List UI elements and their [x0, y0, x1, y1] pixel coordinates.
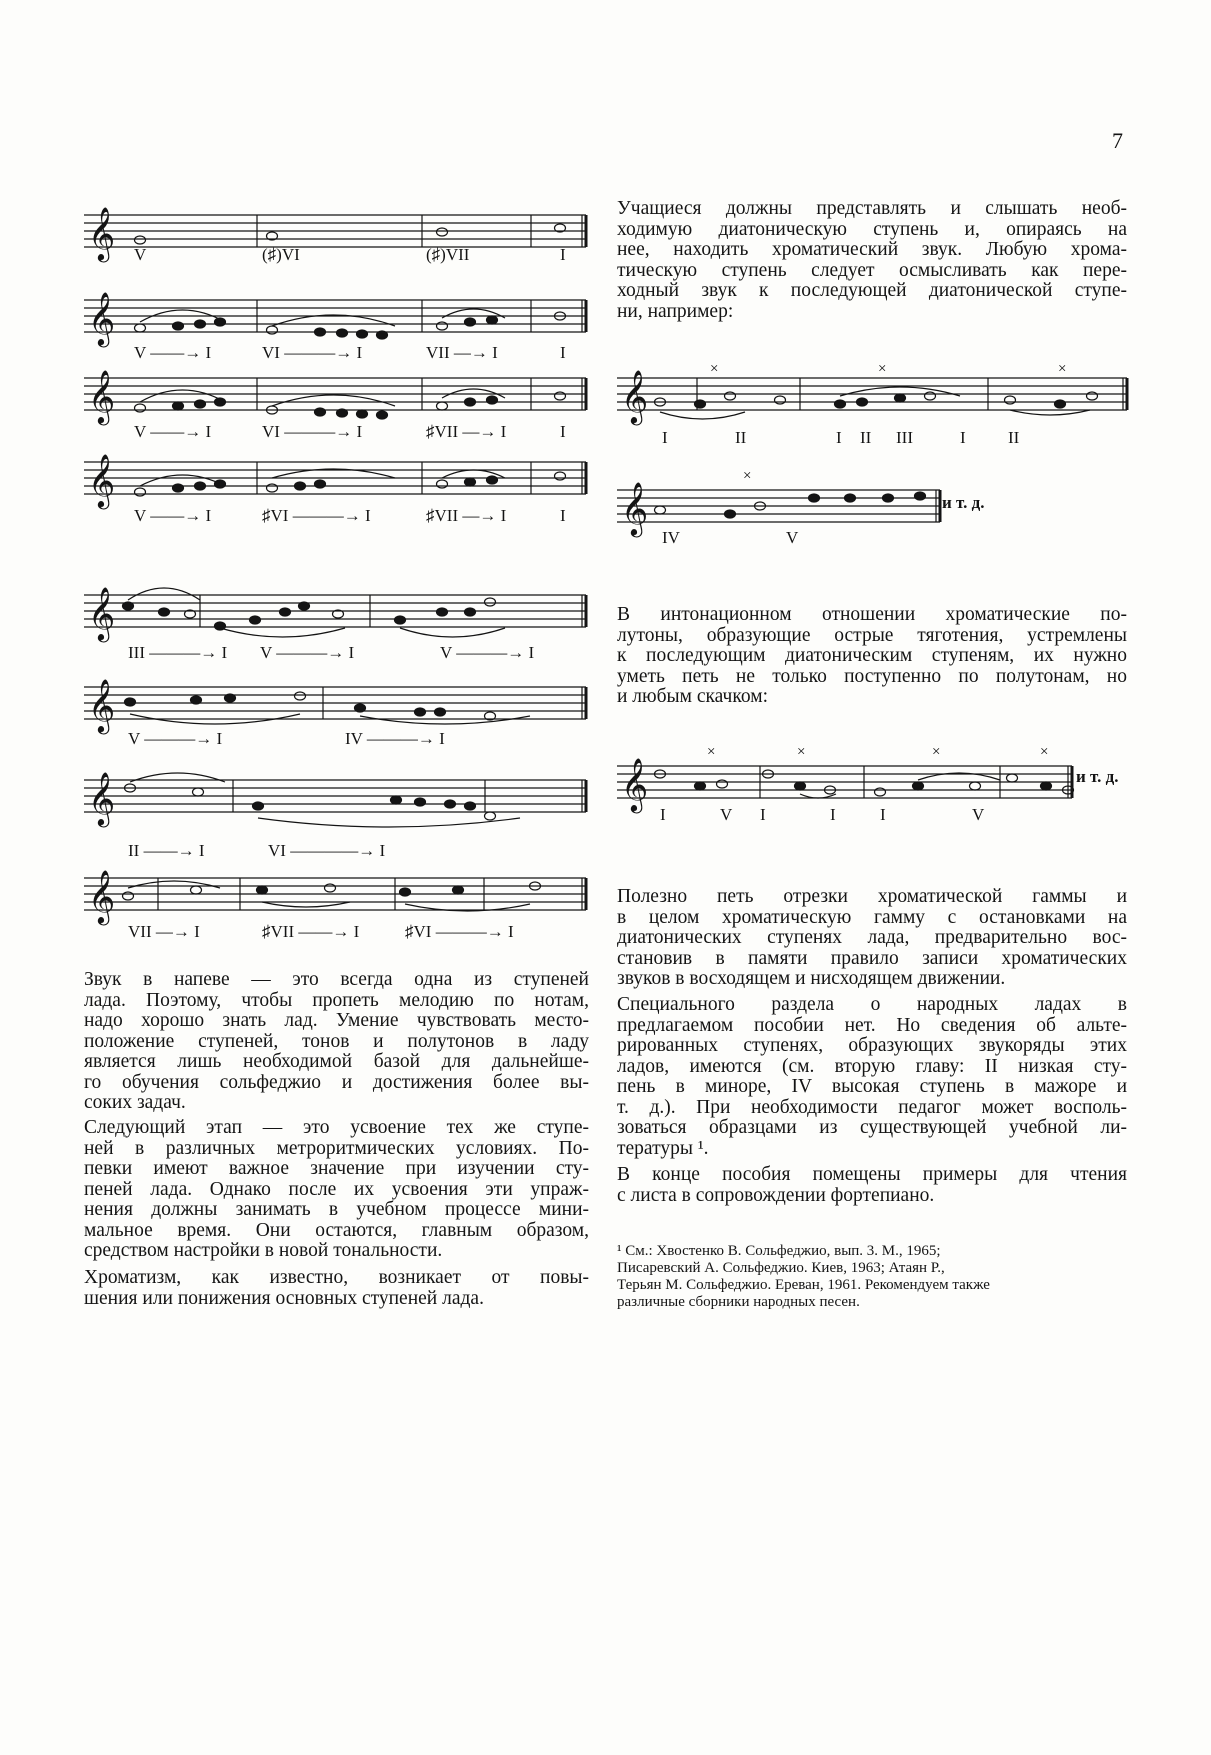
note-head: [123, 602, 134, 610]
etc-label: и т. д.: [942, 493, 985, 512]
text-line: го обучения сольфеджио и достижения более вы-: [84, 1071, 589, 1093]
slur: [1010, 410, 1090, 415]
degree-label: ♯VII ——→ I: [262, 922, 360, 941]
note-head: [257, 886, 268, 894]
degree-label: ♯VII —→ I: [426, 422, 507, 441]
note-head: [337, 329, 348, 337]
treble-clef-icon: 𝄞: [88, 371, 116, 422]
note-head: [395, 616, 406, 624]
note-head: [400, 888, 411, 896]
note-head: [415, 798, 426, 806]
note-head: [1007, 774, 1018, 782]
note-head: [1055, 400, 1066, 408]
treble-clef-icon: 𝄞: [621, 759, 649, 810]
note-head: [415, 708, 426, 716]
text-line: зоваться образцами из существующей учебной ли-: [617, 1117, 1127, 1138]
note-head: [357, 330, 368, 338]
note-head: [437, 608, 448, 616]
treble-clef-icon: 𝄞: [88, 871, 116, 922]
note-head: [315, 480, 326, 488]
cross-mark-icon: ×: [932, 744, 941, 760]
note-head: [465, 398, 476, 406]
slur: [272, 395, 395, 406]
note-head: [437, 322, 448, 330]
note-head: [325, 884, 336, 892]
degree-label: I: [760, 805, 766, 824]
text-line: ни, например:: [617, 300, 734, 322]
text-line: и любым скачком:: [617, 686, 768, 707]
note-head: [465, 802, 476, 810]
cross-mark-icon: ×: [743, 468, 752, 484]
note-head: [717, 780, 728, 788]
note-head: [135, 236, 146, 244]
slur: [140, 390, 225, 402]
footnote: [617, 1243, 1127, 1311]
note-head: [225, 694, 236, 702]
degree-label: I: [960, 428, 966, 447]
text-line: соких задач.: [84, 1092, 186, 1113]
text-line: ходимую диатоническую ступень и, опираясь на: [617, 218, 1127, 240]
note-head: [377, 411, 388, 419]
degree-label: IV ———→ I: [345, 729, 445, 748]
note-head: [159, 608, 170, 616]
text-line: надо хорошо знать лад. Умение чувствовать место-: [84, 1010, 589, 1031]
text-line: Специального раздела о народных ладах в: [617, 994, 1127, 1015]
note-head: [295, 482, 306, 490]
right-paragraph-2: [617, 605, 1127, 708]
text-line: пень в миноре, IV высокая ступень в мажоре и: [617, 1076, 1127, 1097]
note-head: [377, 331, 388, 339]
text-line: нения должны занимать в учебном процессе мини-: [84, 1199, 589, 1220]
note-head: [315, 328, 326, 336]
right-paragraph-4: [617, 995, 1127, 1159]
note-head: [809, 494, 820, 502]
note-head: [725, 392, 736, 400]
degree-label: II: [1008, 428, 1020, 447]
note-head: [267, 484, 278, 492]
degree-label: II: [860, 428, 872, 447]
note-head: [1087, 392, 1098, 400]
treble-clef-icon: 𝄞: [88, 293, 116, 344]
note-head: [315, 408, 326, 416]
note-head: [195, 320, 206, 328]
text-line: является лишь необходимой базой для дальнейше-: [84, 1051, 589, 1072]
note-head: [465, 478, 476, 486]
note-head: [883, 494, 894, 502]
text-line: рированных ступенях, образующих звукоряды этих: [617, 1035, 1127, 1056]
note-head: [267, 326, 278, 334]
slur: [660, 412, 745, 419]
note-head: [173, 322, 184, 330]
degree-label: V ———→ I: [128, 729, 223, 748]
right-paragraph-5: [617, 1165, 1127, 1206]
text-line: мальное время. Они остаются, главным образом,: [84, 1219, 589, 1241]
note-head: [253, 802, 264, 810]
text-line: ¹ См.: Хвостенко В. Сольфеджио, вып. 3. М., 1965;: [617, 1243, 941, 1259]
degree-label: ♯VII —→ I: [426, 506, 507, 525]
degree-label: V ——→ I: [134, 506, 212, 525]
note-head: [357, 410, 368, 418]
left-paragraph-2: [84, 1118, 589, 1262]
note-head: [437, 228, 448, 236]
note-head: [485, 812, 496, 820]
text-line: тическую ступень следует осмысливать как пере-: [617, 259, 1127, 281]
note-head: [487, 316, 498, 324]
degree-label: I: [660, 805, 666, 824]
note-head: [445, 800, 456, 808]
text-line: т. д.). При необходимости педагог может восполь-: [617, 1096, 1127, 1118]
note-head: [437, 402, 448, 410]
text-line: В конце пособия помещены примеры для чтения: [617, 1164, 1127, 1185]
degree-label: V ———→ I: [440, 643, 535, 662]
note-head: [280, 608, 291, 616]
treble-clef-icon: 𝄞: [88, 455, 116, 506]
cross-mark-icon: ×: [1058, 361, 1067, 377]
degree-label: I: [560, 422, 566, 441]
text-line: уметь петь не только поступенно по полутонам, но: [617, 665, 1127, 687]
note-head: [695, 782, 706, 790]
note-head: [135, 324, 146, 332]
note-head: [173, 402, 184, 410]
text-line: к последующим диатоническим ступеням, их нужно: [617, 645, 1127, 666]
text-line: Следующий этап — это усвоение тех же ступе-: [84, 1117, 589, 1138]
note-head: [487, 396, 498, 404]
text-line: диатонических ступенях лада, предварительно вос-: [617, 927, 1127, 948]
degree-label: VII —→ I: [128, 922, 200, 941]
cross-mark-icon: ×: [707, 744, 716, 760]
degree-label: VI ————→ I: [268, 841, 386, 860]
note-head: [925, 392, 936, 400]
slur: [400, 628, 505, 637]
text-line: тературы ¹.: [617, 1137, 709, 1159]
note-head: [123, 892, 134, 900]
note-head: [485, 598, 496, 606]
slur: [262, 902, 350, 907]
text-line: Терьян М. Сольфеджио. Ереван, 1961. Рекомендуем также: [617, 1277, 990, 1293]
text-line: Полезно петь отрезки хроматической гаммы и: [617, 886, 1127, 907]
right-paragraph-3: [617, 887, 1127, 990]
text-line: ладов, имеются (см. вторую главу: II низкая сту-: [617, 1055, 1127, 1077]
note-head: [915, 492, 926, 500]
text-line: с листа в сопровождении фортепиано.: [617, 1184, 935, 1206]
degree-label: (♯)VII: [426, 245, 470, 264]
text-line: звуков в восходящем и нисходящем движении.: [617, 968, 1006, 989]
note-head: [191, 886, 202, 894]
degree-label: V: [972, 805, 985, 824]
left-paragraph-1: [84, 970, 589, 1114]
text-line: Хроматизм, как известно, возникает от повы-: [84, 1267, 589, 1288]
degree-label: I: [560, 245, 566, 264]
text-line: певки имеют важное значение при изучении сту-: [84, 1158, 589, 1179]
degree-label: III ———→ I: [128, 643, 228, 662]
note-head: [195, 400, 206, 408]
text-line: предлагаемом пособии нет. Но сведения об альте-: [617, 1014, 1127, 1036]
degree-label: I: [880, 805, 886, 824]
text-line: ней в различных метроритмических условиях. По-: [84, 1137, 589, 1159]
text-line: ходный звук к последующей диатонической ступе-: [617, 280, 1127, 301]
degree-label: VI ———→ I: [262, 422, 363, 441]
text-line: становив в памяти правило записи хроматических: [617, 947, 1127, 969]
note-head: [250, 616, 261, 624]
text-line: Писаревский А. Сольфеджио. Киев, 1963; Атаян Р.,: [617, 1260, 945, 1276]
etc-label: и т. д.: [1076, 767, 1119, 786]
degree-label: V ——→ I: [134, 343, 212, 362]
degree-label: V: [720, 805, 733, 824]
cross-mark-icon: ×: [878, 361, 887, 377]
note-head: [795, 782, 806, 790]
slur: [128, 588, 200, 600]
note-head: [1005, 396, 1016, 404]
slur: [220, 628, 345, 637]
degree-label: II ——→ I: [128, 841, 205, 860]
treble-clef-icon: 𝄞: [88, 773, 116, 824]
degree-label: ♯VI ———→ I: [262, 506, 371, 525]
slur: [258, 818, 520, 827]
treble-clef-icon: 𝄞: [88, 208, 116, 259]
note-head: [465, 318, 476, 326]
note-head: [355, 704, 366, 712]
note-head: [193, 788, 204, 796]
text-line: в целом хроматическую гамму с остановками на: [617, 906, 1127, 928]
note-head: [487, 476, 498, 484]
note-head: [845, 494, 856, 502]
text-line: Учащиеся должны представлять и слышать необ-: [617, 198, 1127, 219]
degree-label: V: [786, 528, 799, 547]
degree-label: IV: [662, 528, 680, 547]
note-head: [555, 392, 566, 400]
note-head: [135, 404, 146, 412]
note-head: [191, 696, 202, 704]
text-line: шения или понижения основных ступеней лада.: [84, 1287, 484, 1309]
treble-clef-icon: 𝄞: [88, 680, 116, 731]
note-head: [465, 608, 476, 616]
degree-label: ♯VI ———→ I: [405, 922, 514, 941]
slur: [128, 881, 220, 888]
note-head: [775, 396, 786, 404]
right-paragraph-1: [617, 199, 1127, 322]
page-number: 7: [1112, 128, 1123, 153]
note-head: [1041, 782, 1052, 790]
degree-label: V: [134, 245, 147, 264]
slur: [360, 716, 530, 724]
note-head: [725, 510, 736, 518]
slur: [130, 773, 225, 782]
treble-clef-icon: 𝄞: [88, 588, 116, 639]
note-head: [835, 400, 846, 408]
degree-label: I: [836, 428, 842, 447]
note-head: [655, 506, 666, 514]
degree-label: I: [662, 428, 668, 447]
degree-label: III: [896, 428, 913, 447]
left-paragraph-3: [84, 1268, 589, 1309]
slur: [140, 475, 225, 486]
text-line: положение ступеней, тонов и полутонов в ладу: [84, 1030, 589, 1052]
degree-label: I: [560, 343, 566, 362]
note-head: [295, 692, 306, 700]
note-head: [555, 472, 566, 480]
text-line: В интонационном отношении хроматические по-: [617, 604, 1127, 625]
note-head: [135, 488, 146, 496]
text-line: средством настройки в новой тональности.: [84, 1240, 443, 1261]
cross-mark-icon: ×: [710, 361, 719, 377]
degree-label: (♯)VI: [262, 245, 300, 264]
note-head: [299, 602, 310, 610]
note-head: [173, 484, 184, 492]
text-line: различные сборники народных песен.: [617, 1294, 860, 1310]
text-line: нее, находить хроматический звук. Любую хрома-: [617, 239, 1127, 260]
note-head: [337, 409, 348, 417]
cross-mark-icon: ×: [1040, 744, 1049, 760]
degree-label: V ——→ I: [134, 422, 212, 441]
degree-label: I: [830, 805, 836, 824]
text-line: лутоны, образующие острые тяготения, устремлены: [617, 624, 1127, 646]
note-head: [195, 482, 206, 490]
note-head: [435, 708, 446, 716]
note-head: [913, 782, 924, 790]
note-head: [391, 796, 402, 804]
cross-mark-icon: ×: [797, 744, 806, 760]
degree-label: II: [735, 428, 747, 447]
treble-clef-icon: 𝄞: [621, 371, 649, 422]
note-head: [125, 698, 136, 706]
note-head: [857, 398, 868, 406]
degree-label: VI ———→ I: [262, 343, 363, 362]
text-line: лада. Поэтому, чтобы пропеть мелодию по нотам,: [84, 989, 589, 1011]
note-head: [895, 394, 906, 402]
degree-label: V ———→ I: [260, 643, 355, 662]
text-line: пеней лада. Однако после их усвоения эти упраж-: [84, 1178, 589, 1200]
note-head: [695, 400, 706, 408]
note-head: [875, 788, 886, 796]
degree-label: VII —→ I: [426, 343, 498, 362]
treble-clef-icon: 𝄞: [621, 483, 649, 534]
note-head: [970, 782, 981, 790]
text-line: Звук в напеве — это всегда одна из ступеней: [84, 969, 589, 990]
degree-label: I: [560, 506, 566, 525]
note-head: [453, 886, 464, 894]
note-head: [437, 480, 448, 488]
